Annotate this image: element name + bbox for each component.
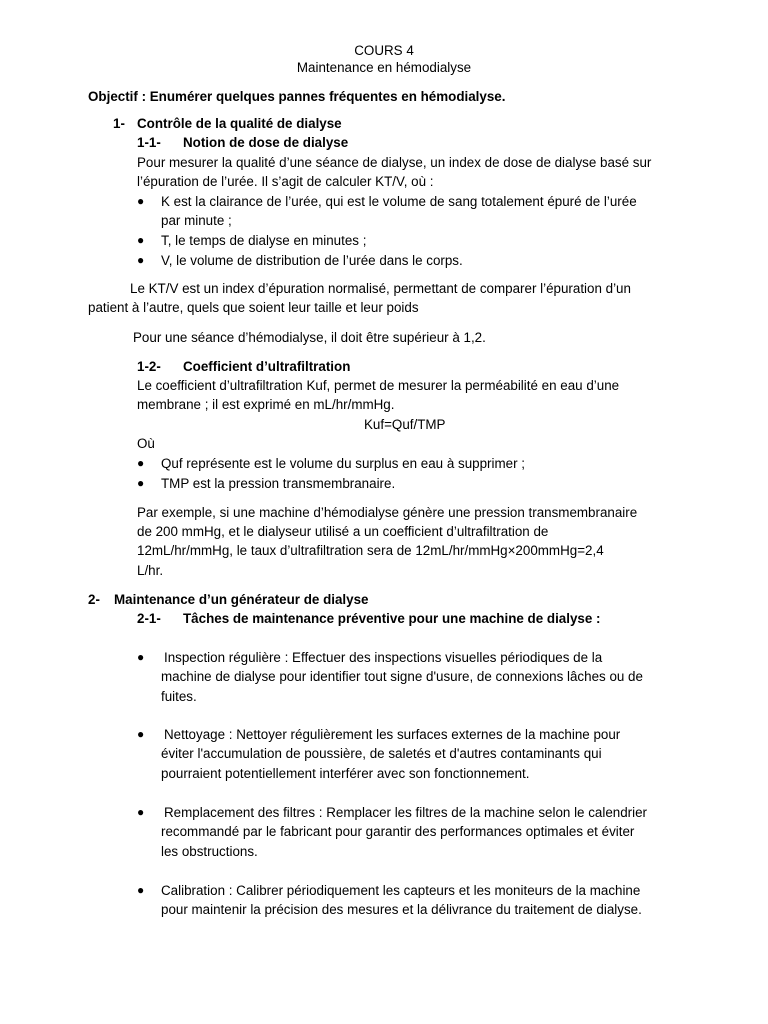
paragraph-line: patient à l’autre, quels que soient leur taille et leur poids bbox=[88, 300, 419, 315]
subsection-1-1-number: 1-1- bbox=[137, 135, 161, 150]
course-title: Maintenance en hémodialyse bbox=[296, 60, 472, 75]
bullet-icon: ● bbox=[137, 727, 145, 741]
list-item-continuation: pourraient potentiellement interférer avec son fonctionnement. bbox=[161, 766, 530, 781]
paragraph-line: Le coefficient d’ultrafiltration Kuf, permet de mesurer la perméabilité en eau d’une bbox=[137, 378, 620, 393]
bullet-icon: ● bbox=[137, 253, 145, 267]
section-2-number: 2- bbox=[88, 592, 100, 607]
paragraph-line: 12mL/hr/mmHg, le taux d’ultrafiltration sera de 12mL/hr/mmHg×200mmHg=2,4 bbox=[137, 543, 604, 558]
subsection-2-1-title: Tâches de maintenance préventive pour une machine de dialyse : bbox=[183, 611, 601, 626]
list-item-continuation: les obstructions. bbox=[161, 844, 258, 859]
list-item-continuation: machine de dialyse pour identifier tout signe d'usure, de connexions lâches ou de bbox=[161, 669, 643, 684]
course-number: COURS 4 bbox=[354, 43, 414, 58]
section-2-title: Maintenance d’un générateur de dialyse bbox=[114, 592, 369, 607]
bullet-icon: ● bbox=[137, 194, 145, 208]
list-item: Inspection régulière : Effectuer des inspections visuelles périodiques de la bbox=[164, 650, 603, 665]
list-item-continuation: fuites. bbox=[161, 689, 197, 704]
list-item-continuation: éviter l'accumulation de poussière, de saletés et d'autres contaminants qui bbox=[161, 746, 602, 761]
subsection-1-2-number: 1-2- bbox=[137, 359, 161, 374]
list-item-continuation: recommandé par le fabricant pour garantir des performances optimales et éviter bbox=[161, 824, 635, 839]
bullet-icon: ● bbox=[137, 883, 145, 897]
bullet-icon: ● bbox=[137, 233, 145, 247]
threshold-note: Pour une séance d’hémodialyse, il doit être supérieur à 1,2. bbox=[133, 330, 486, 345]
list-item: Calibration : Calibrer périodiquement les capteurs et les moniteurs de la machine bbox=[161, 883, 641, 898]
list-item: Quf représente est le volume du surplus en eau à supprimer ; bbox=[161, 456, 525, 471]
list-item: Remplacement des filtres : Remplacer les filtres de la machine selon le calendrier bbox=[164, 805, 648, 820]
list-item: TMP est la pression transmembranaire. bbox=[161, 476, 396, 491]
paragraph-line: de 200 mmHg, et le dialyseur utilisé a un coefficient d’ultrafiltration de bbox=[137, 524, 549, 539]
bullet-icon: ● bbox=[137, 650, 145, 664]
where-label: Où bbox=[137, 436, 155, 451]
section-1-number: 1- bbox=[113, 116, 125, 131]
paragraph-line: Par exemple, si une machine d’hémodialyse génère une pression transmembranaire bbox=[137, 505, 638, 520]
bullet-icon: ● bbox=[137, 456, 145, 470]
list-item: K est la clairance de l’urée, qui est le volume de sang totalement épuré de l’urée bbox=[161, 194, 637, 209]
paragraph-line: l’épuration de l’urée. Il s’agit de calculer KT/V, où : bbox=[137, 174, 434, 189]
bullet-icon: ● bbox=[137, 476, 145, 490]
paragraph-line: membrane ; il est exprimé en mL/hr/mmHg. bbox=[137, 397, 395, 412]
paragraph-line: Le KT/V est un index d’épuration normalisé, permettant de comparer l’épuration d’un bbox=[130, 281, 631, 296]
formula: Kuf=Quf/TMP bbox=[364, 417, 446, 432]
paragraph-line: L/hr. bbox=[137, 563, 164, 578]
subsection-2-1-number: 2-1- bbox=[137, 611, 161, 626]
paragraph-line: Pour mesurer la qualité d’une séance de dialyse, un index de dose de dialyse basé sur bbox=[137, 155, 652, 170]
list-item: Nettoyage : Nettoyer régulièrement les surfaces externes de la machine pour bbox=[164, 727, 621, 742]
subsection-1-1-title: Notion de dose de dialyse bbox=[183, 135, 349, 150]
section-1-title: Contrôle de la qualité de dialyse bbox=[137, 116, 342, 131]
list-item-continuation: par minute ; bbox=[161, 213, 232, 228]
list-item: T, le temps de dialyse en minutes ; bbox=[161, 233, 367, 248]
list-item-continuation: pour maintenir la précision des mesures et la délivrance du traitement de dialyse. bbox=[161, 902, 642, 917]
subsection-1-2-title: Coefficient d’ultrafiltration bbox=[183, 359, 351, 374]
objective: Objectif : Enumérer quelques pannes fréquentes en hémodialyse. bbox=[88, 89, 506, 104]
list-item: V, le volume de distribution de l’urée dans le corps. bbox=[161, 253, 463, 268]
bullet-icon: ● bbox=[137, 805, 145, 819]
